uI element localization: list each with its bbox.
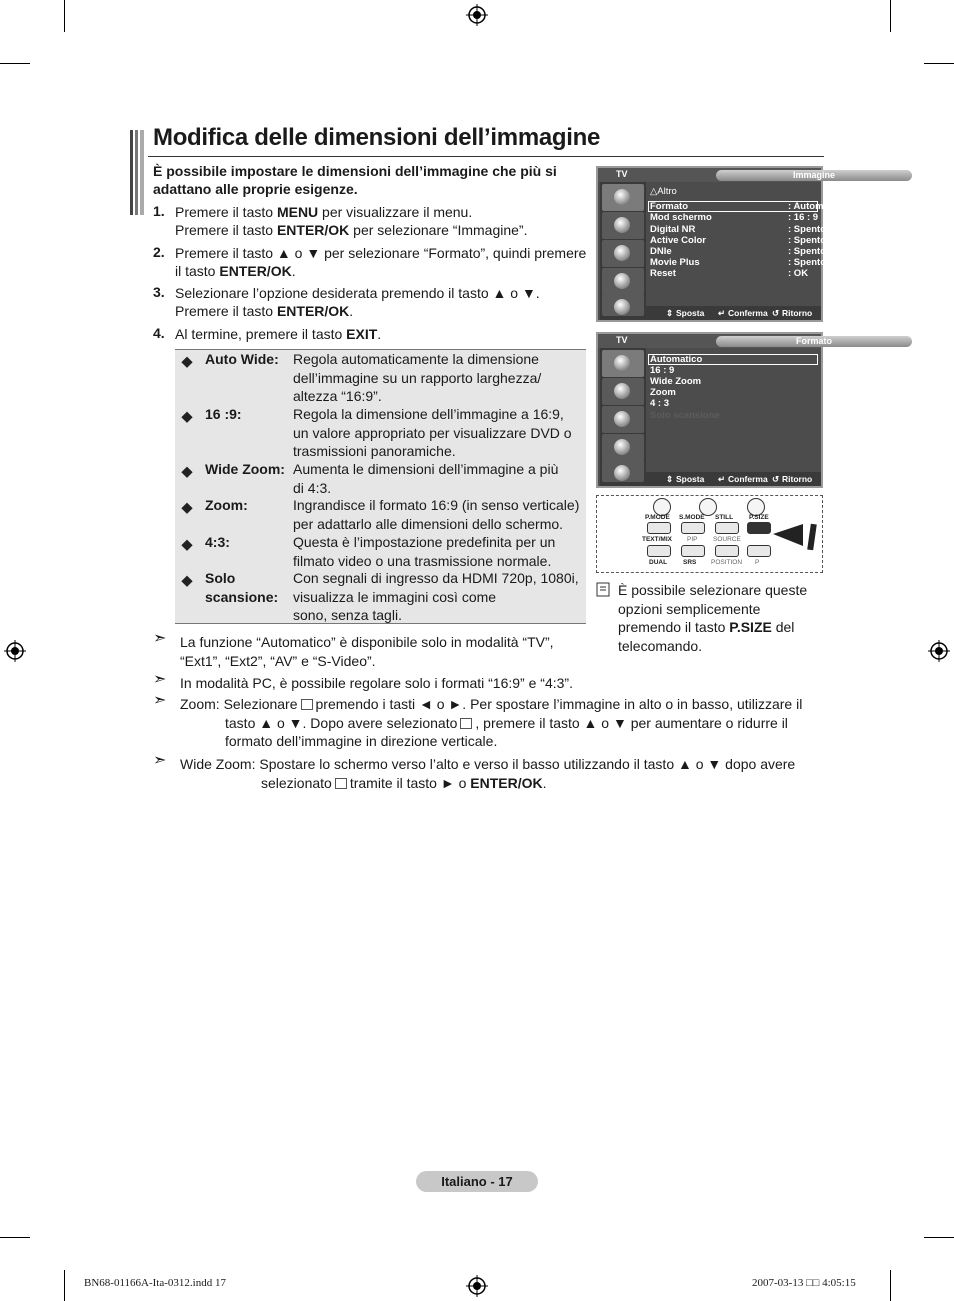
setup-menu-icon [602,268,644,295]
right-triangle-icon: ▷ [854,235,862,246]
arrow-note-icon: ➣ [153,630,167,647]
remote-label: P [755,559,760,566]
option-desc: Regola la dimensione dell’immagine a 16:9, un valore appropriato per visualizzare DVD o trasmissioni panoramiche. [293,406,572,459]
registration-mark-icon [466,1275,488,1297]
remote-label: STILL [715,514,734,521]
osd-tv-label: TV [616,169,628,179]
option-term: Wide Zoom: [205,461,285,477]
osd-tab: Immagine [716,170,912,181]
registration-mark-icon [928,640,950,662]
note: ➣ Wide Zoom: Spostare lo schermo verso l’alto e verso il basso utilizzando il tasto ▲ o ▼ dopo avere selezionato tramite il tasto ► o ENTER/OK. [153,752,796,791]
osd-menu-immagine [596,166,862,322]
pmode-button[interactable] [647,522,671,534]
diamond-bullet-icon [181,576,192,587]
memo-icon [596,582,610,597]
source-button[interactable] [715,545,739,557]
remote-label: SOURCE [713,536,741,543]
option-term: 16 :9: [205,406,242,422]
osd-option[interactable]: Zoom [650,387,676,398]
step-line: Al termine, premere il tasto EXIT. [175,326,382,342]
diamond-bullet-icon [181,503,192,514]
remote-label: PIP [687,536,698,543]
diamond-bullet-icon [181,412,192,423]
option-term: Auto Wide: [205,351,279,367]
osd-option[interactable]: 4 : 3 [650,398,670,409]
still-button[interactable] [715,522,739,534]
remote-label: POSITION [711,559,743,566]
osd-row[interactable]: Digital NR : Spento ▷ [650,224,862,235]
channel-menu-icon [602,406,644,433]
picture-menu-icon [602,350,644,377]
input-menu-icon [602,294,644,316]
remote-label: P.SIZE [749,514,769,521]
crop-mark [64,0,65,32]
intro-line: È possibile impostare le dimensioni dell’immagine che più si [153,163,557,179]
osd-tv-label: TV [616,335,628,345]
step-line: Premere il tasto MENU per visualizzare il menu. [175,204,473,220]
pointing-hand-icon [773,522,819,552]
osd-row[interactable]: Reset : OK ▷ [650,268,862,279]
step-line: Premere il tasto ENTER/OK. [175,303,354,319]
crop-mark [0,63,30,64]
crop-mark [64,1270,65,1301]
psize-button[interactable] [747,522,771,534]
zoom-mode-icon [301,699,313,710]
registration-mark-icon [466,4,488,26]
osd-sidebar [600,348,646,486]
arrow-note-icon: ➣ [153,671,167,688]
return-icon: ↺ [772,474,780,484]
osd-row[interactable]: Active Color : Spento ▷ [650,235,862,246]
note: ➣ Zoom: Selezionare premendo i tasti ◄ o ►. Per spostare l’immagine in alto o in basso, utilizzare il tasto ▲ o ▼. Dopo avere selezionato , premere il tasto ▲ o ▼ per aumentare o ridurre il formato dell’immagine in direzione verticale. [153,692,803,749]
osd-row[interactable]: DNIe : Spento ▷ [650,246,862,257]
enter-icon: ↵ [718,308,726,318]
return-icon: ↺ [772,308,780,318]
right-triangle-icon: ▷ [854,224,862,235]
osd-row[interactable]: Mod schermo : 16 : 9 ▷ [650,212,862,223]
step-line: il tasto ENTER/OK. [175,263,296,279]
enter-icon: ↵ [718,474,726,484]
zoom-mode-icon [460,718,472,729]
right-triangle-icon: ▷ [854,268,862,279]
step-number: 3. [153,284,165,300]
osd-row[interactable]: Movie Plus : Spento ▷ [650,257,862,268]
title-decoration [130,130,144,215]
osd-tab: Formato [716,336,912,347]
crop-mark [890,1270,891,1301]
osd-row[interactable]: Formato : Automatico ▷ [650,201,862,212]
crop-mark [924,1237,954,1238]
option-desc: Con segnali di ingresso da HDMI 720p, 1080i, visualizza le immagini così come sono, senza tagli. [293,570,579,623]
osd-header: △Altro [650,186,677,197]
smode-button[interactable] [681,522,705,534]
option-term: 4:3: [205,534,230,550]
step-line: Premere il tasto ▲ o ▼ per selezionare “Formato”, quindi premere [175,245,587,261]
move-icon: ⇕ [666,308,674,318]
print-info-right: 2007-03-13 □□ 4:05:15 [752,1277,856,1289]
osd-option[interactable]: Wide Zoom [650,376,702,387]
remote-label: SRS [683,559,697,566]
sound-menu-icon [602,212,644,239]
osd-option[interactable]: 16 : 9 [650,365,675,376]
remote-label: DUAL [649,559,668,566]
remote-label: P.MODE [645,514,670,521]
diamond-bullet-icon [181,540,192,551]
picture-menu-icon [602,184,644,211]
sound-menu-icon [602,378,644,405]
osd-sidebar [600,182,646,320]
input-menu-icon [602,460,644,482]
osd-option[interactable]: Automatico [650,354,703,365]
move-icon: ⇕ [666,474,674,484]
remote-label: TEXT/MIX [642,536,672,543]
option-desc: Ingrandisce il formato 16:9 (in senso verticale) per adattarlo alle dimensioni dello schermo. [293,497,580,532]
option-term: Solo scansione: [205,570,279,605]
step-number: 4. [153,325,165,341]
crop-mark [0,1237,30,1238]
setup-menu-icon [602,434,644,461]
option-desc: Regola automaticamente la dimensione dell’immagine su un rapporto larghezza/ altezza “16:9”. [293,351,542,404]
osd-option-disabled: Solo scansione [650,410,720,421]
step-line: Selezionare l’opzione desiderata premendo il tasto ▲ o ▼. [175,285,540,301]
right-triangle-icon: ▷ [854,212,862,223]
note: ➣ In modalità PC, è possibile regolare solo i formati “16:9” e “4:3”. [153,671,573,691]
channel-up-button[interactable] [747,545,771,557]
crop-mark [890,0,891,32]
page-title: Modifica delle dimensioni dell’immagine [153,124,601,151]
page-footer: Italiano - 17 [416,1171,538,1192]
widezoom-mode-icon [335,778,347,789]
right-triangle-icon: ▷ [854,257,862,268]
step-number: 1. [153,203,165,219]
osd-top-bar [598,168,835,182]
crop-mark [924,63,954,64]
right-triangle-icon: ▷ [854,201,862,212]
print-info-left: BN68-01166A-Ita-0312.indd 17 [84,1277,226,1289]
option-desc: Questa è l’impostazione predefinita per un filmato video o una trasmissione normale. [293,534,556,569]
textmix-button[interactable] [647,545,671,557]
osd-top-bar [598,334,832,348]
option-term: Zoom: [205,497,248,513]
osd-menu-formato [596,332,832,488]
osd-footer: ⇕ Sposta ↵ Conferma ↺ Ritorno [646,472,821,486]
step-line: Premere il tasto ENTER/OK per selezionare “Immagine”. [175,222,528,238]
registration-mark-icon [4,640,26,662]
intro-line: adattano alle proprie esigenze. [153,181,358,197]
option-desc: Aumenta le dimensioni dell’immagine a più di 4:3. [293,461,559,496]
note: ➣ La funzione “Automatico” è disponibile solo in modalità “TV”, “Ext1”, “Ext2”, “AV” e “S-Video”. [153,630,554,669]
remote-control-illustration [596,495,823,573]
arrow-note-icon: ➣ [153,692,167,709]
pip-button[interactable] [681,545,705,557]
options-table [175,349,586,624]
diamond-bullet-icon [181,467,192,478]
osd-footer: ⇕ Sposta ↵ Conferma ↺ Ritorno [646,306,821,320]
diamond-bullet-icon [181,357,192,368]
arrow-note-icon: ➣ [153,752,167,769]
step-number: 2. [153,244,165,260]
remote-label: S.MODE [679,514,705,521]
channel-menu-icon [602,240,644,267]
psize-note: È possibile selezionare queste opzioni semplicemente premendo il tasto P.SIZE del telecomando. [618,582,808,654]
right-triangle-icon: ▷ [854,246,862,257]
title-rule [148,156,824,157]
